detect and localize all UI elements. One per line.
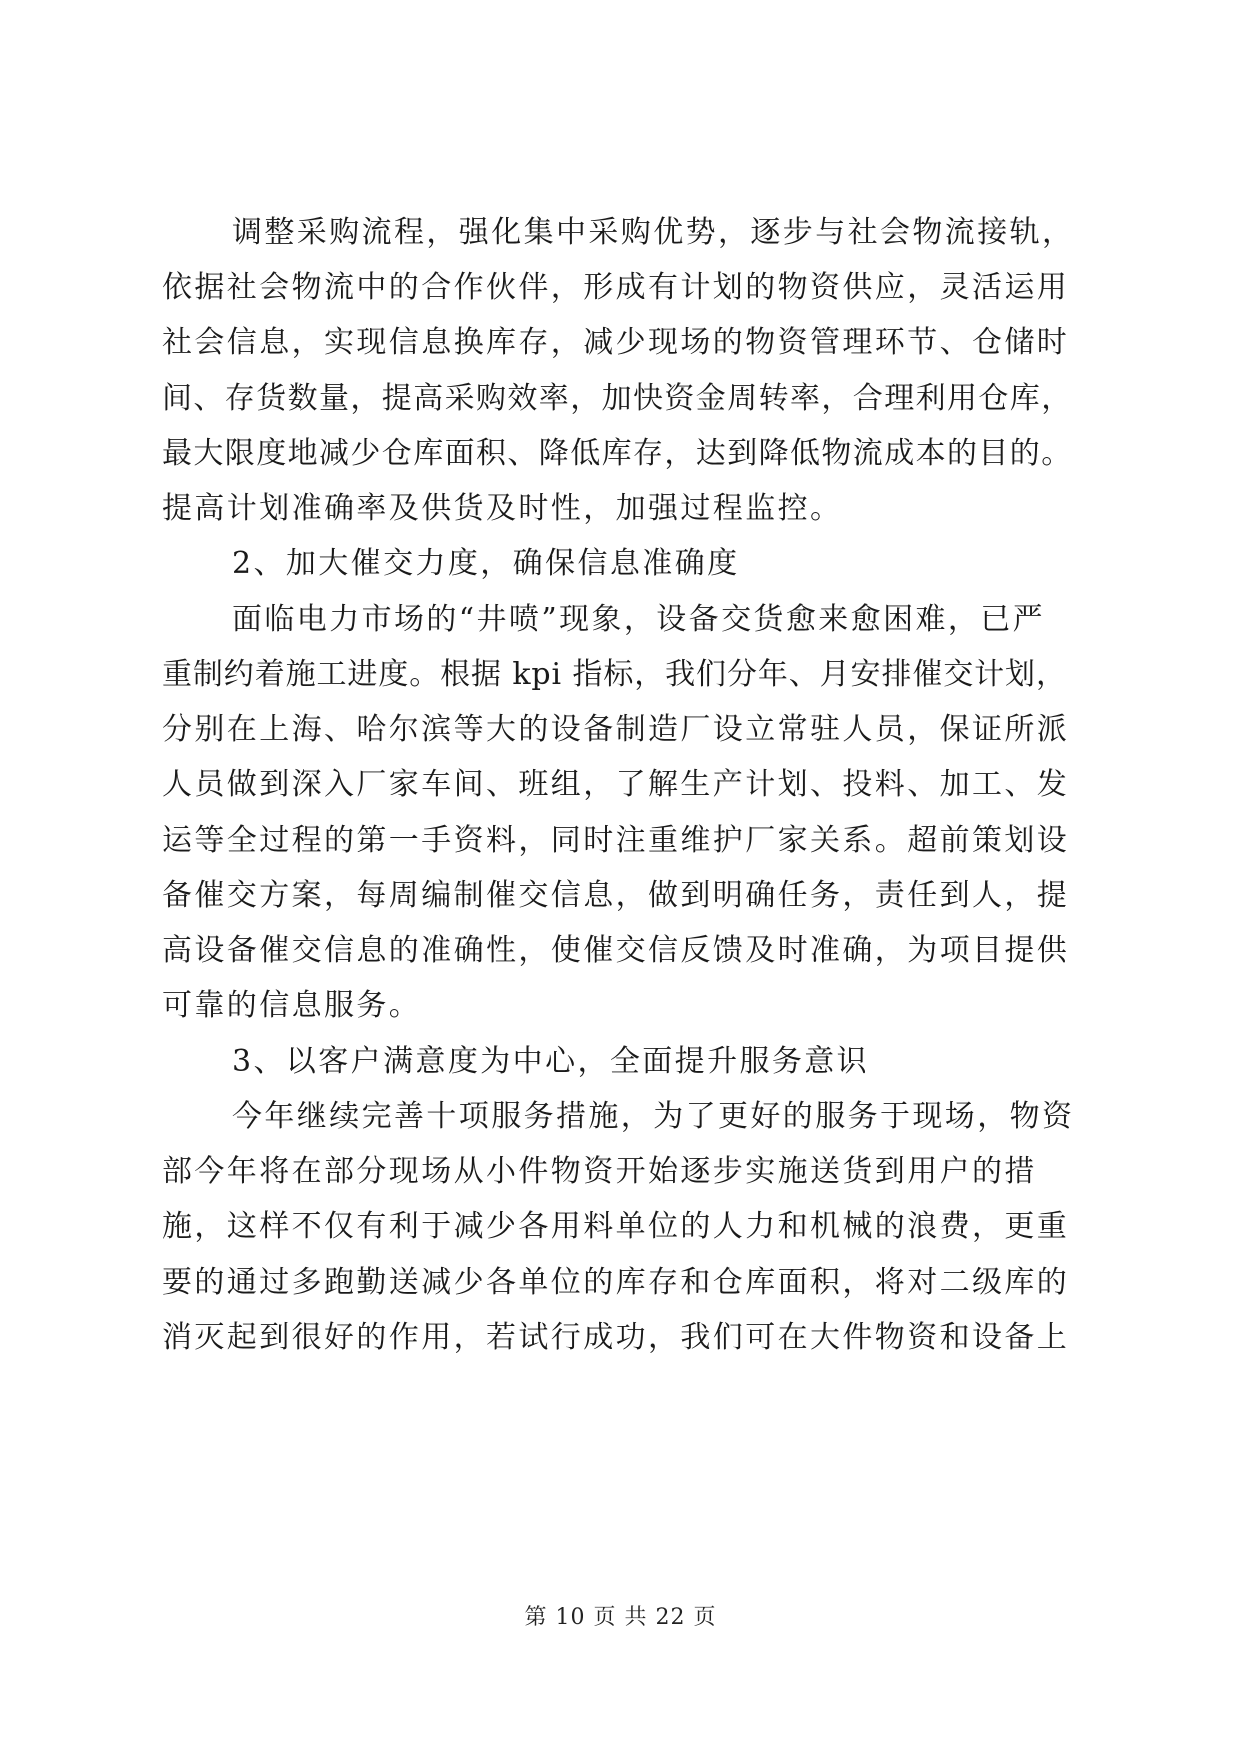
paragraph-line: 运等全过程的第一手资料，同时注重维护厂家关系。超前策划设 — [162, 823, 1070, 858]
paragraph-line: 要的通过多跑勤送减少各单位的库存和仓库面积，将对二级库的 — [162, 1265, 1070, 1300]
paragraph-line: 高设备催交信息的准确性，使催交信反馈及时准确，为项目提供 — [162, 933, 1070, 968]
paragraph-line: 消灭起到很好的作用，若试行成功，我们可在大件物资和设备上 — [162, 1320, 1070, 1355]
page-number-footer: 第 10 页 共 22 页 — [524, 1605, 717, 1630]
paragraph-line: 调整采购流程，强化集中采购优势，逐步与社会物流接轨， — [232, 215, 1075, 250]
paragraph-line: 面临电力市场的“井喷”现象，设备交货愈来愈困难，已严 — [232, 602, 1046, 637]
paragraph-line: 可靠的信息服务。 — [162, 988, 422, 1023]
paragraph-line: 社会信息，实现信息换库存，减少现场的物资管理环节、仓储时 — [162, 325, 1070, 360]
paragraph-line: 施，这样不仅有利于减少各用料单位的人力和机械的浪费，更重 — [162, 1209, 1070, 1244]
paragraph-line: 提高计划准确率及供货及时性，加强过程监控。 — [162, 491, 843, 526]
section-heading: 2、加大催交力度，确保信息准确度 — [232, 546, 740, 581]
paragraph-line: 重制约着施工进度。根据 kpi 指标，我们分年、月安排催交计划， — [162, 657, 1067, 692]
paragraph-line: 依据社会物流中的合作伙伴，形成有计划的物资供应，灵活运用 — [162, 270, 1070, 305]
paragraph-line: 间、存货数量，提高采购效率，加快资金周转率，合理利用仓库， — [162, 381, 1073, 416]
paragraph-line: 分别在上海、哈尔滨等大的设备制造厂设立常驻人员，保证所派 — [162, 712, 1070, 747]
paragraph-line: 最大限度地减少仓库面积、降低库存，达到降低物流成本的目的。 — [162, 436, 1073, 471]
paragraph-line: 人员做到深入厂家车间、班组，了解生产计划、投料、加工、发 — [162, 767, 1070, 802]
paragraph-line: 备催交方案，每周编制催交信息，做到明确任务，责任到人，提 — [162, 878, 1070, 913]
paragraph-line: 今年继续完善十项服务措施，为了更好的服务于现场，物资 — [232, 1099, 1075, 1134]
paragraph-line: 部今年将在部分现场从小件物资开始逐步实施送货到用户的措 — [162, 1154, 1037, 1189]
section-heading: 3、以客户满意度为中心，全面提升服务意识 — [232, 1044, 870, 1079]
